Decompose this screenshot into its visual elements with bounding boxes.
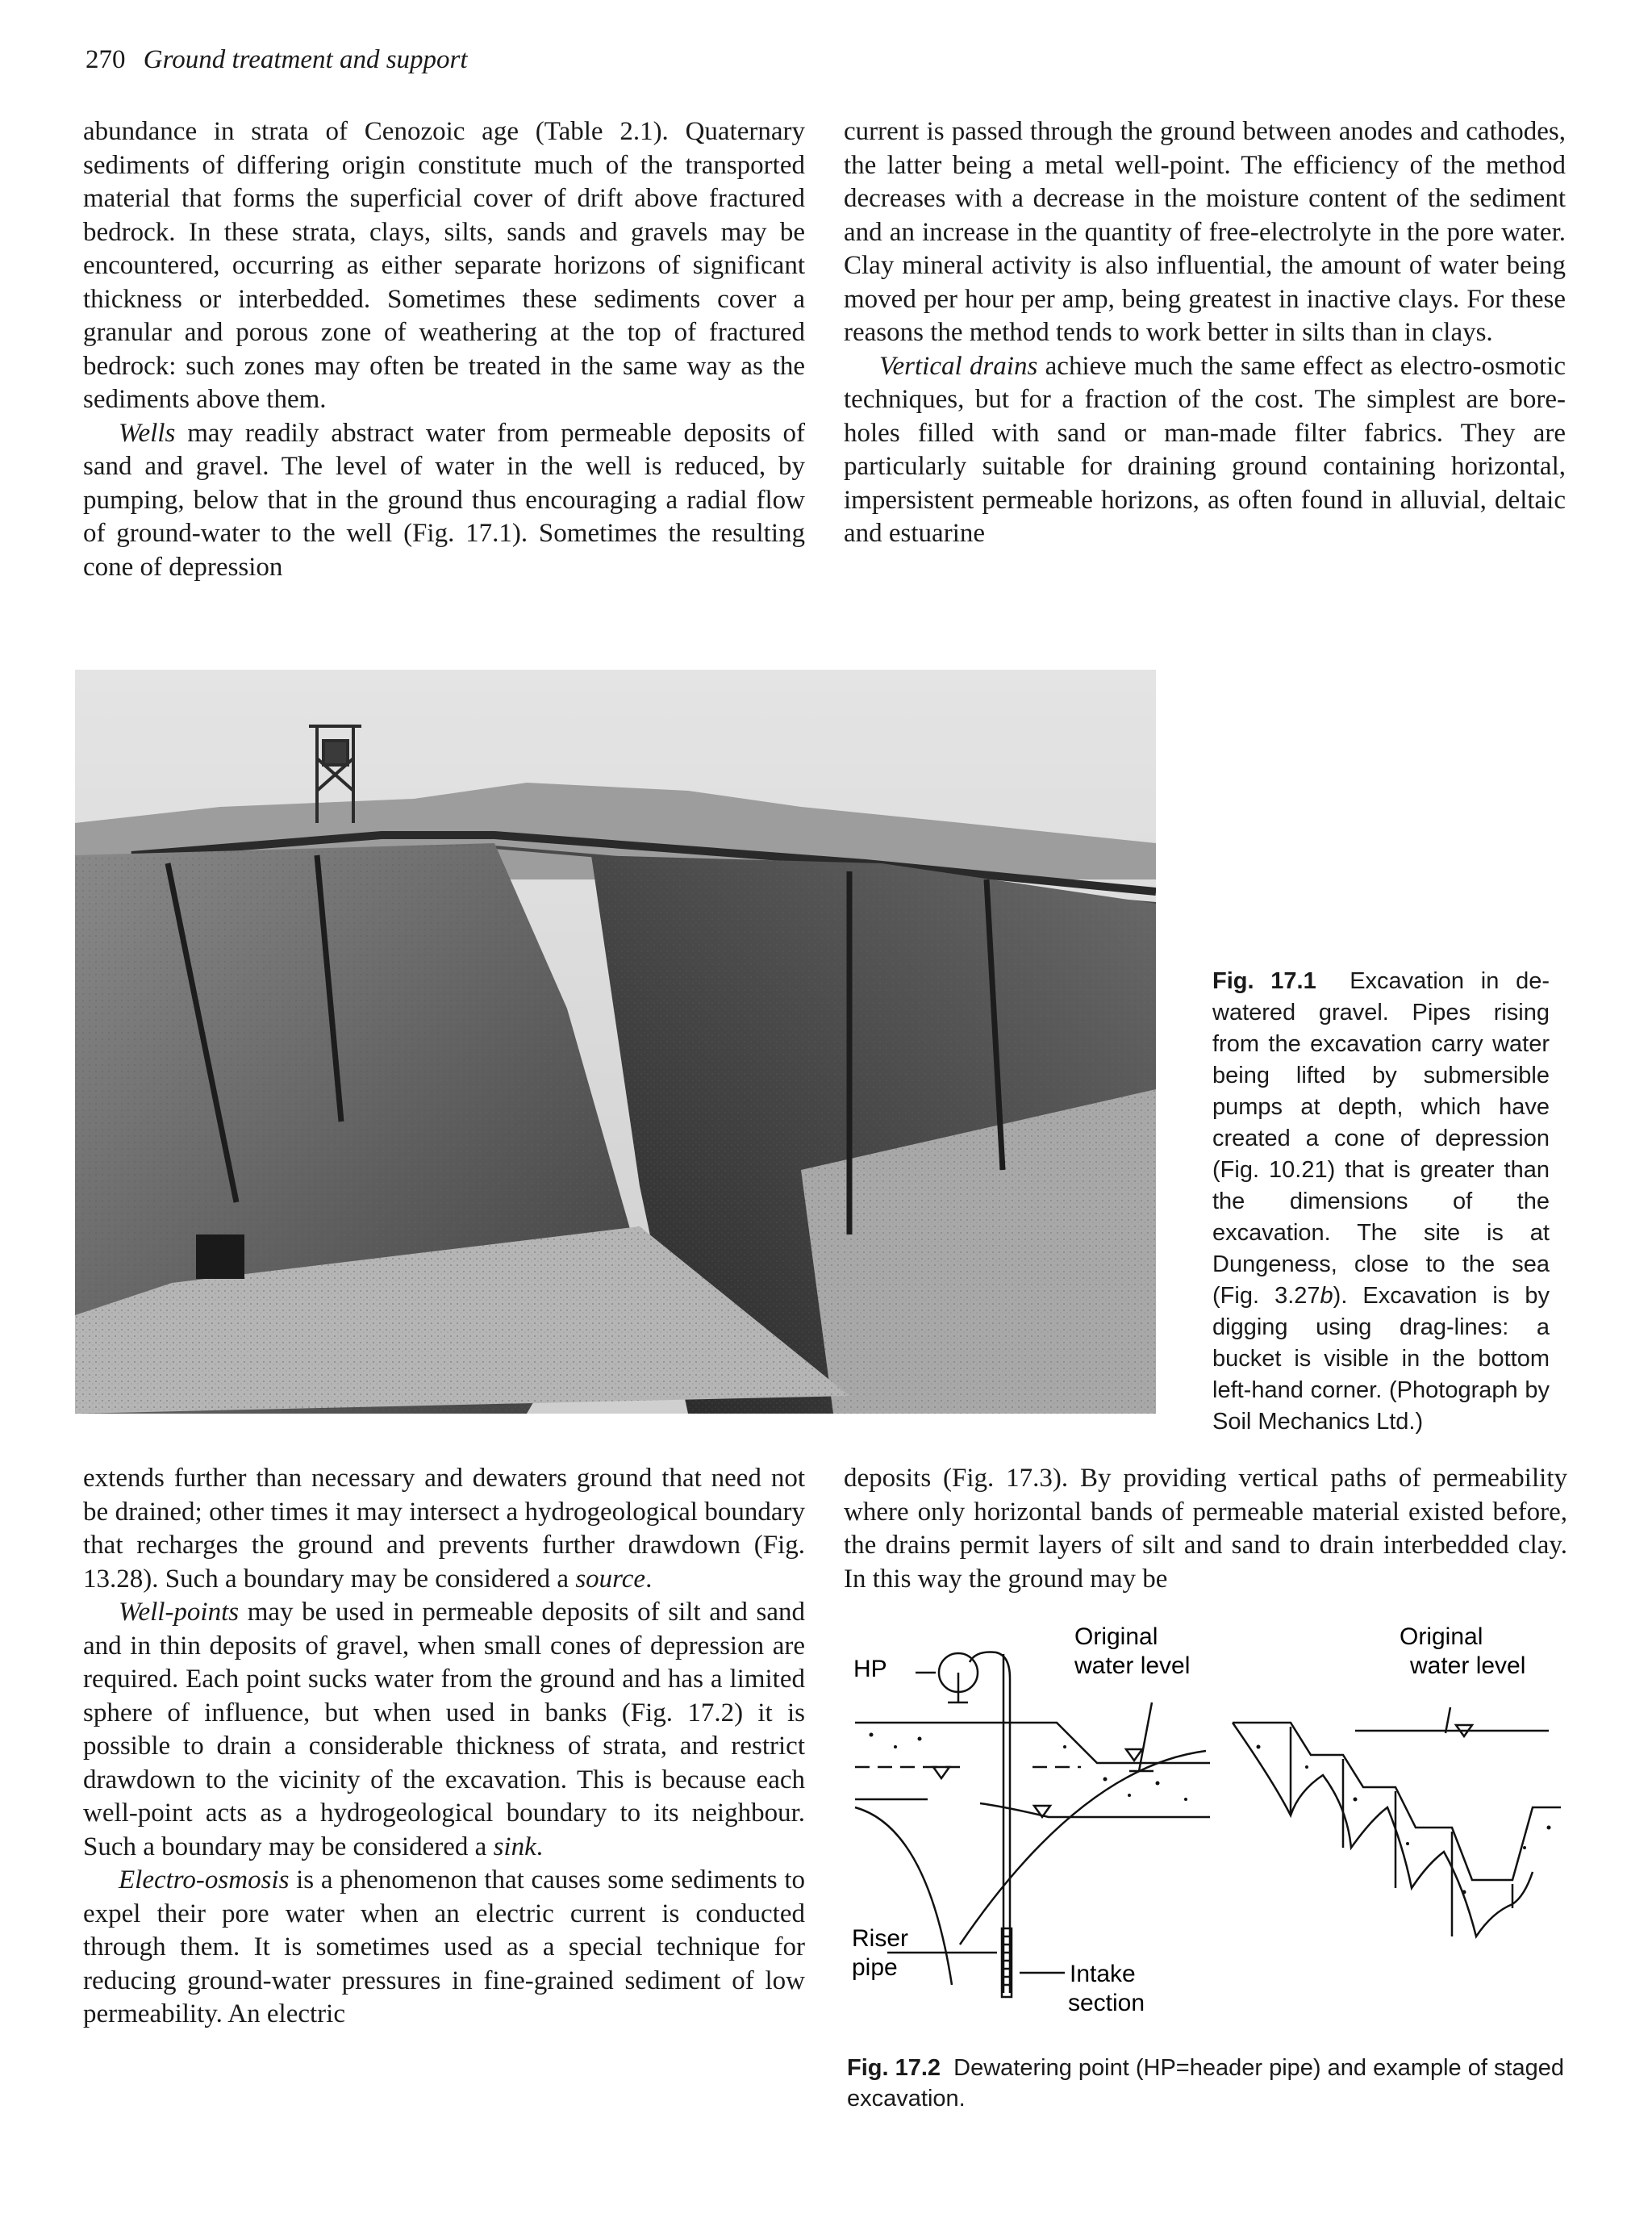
figure-label: Fig. 17.1 (1212, 968, 1316, 994)
term-wells: Wells (119, 418, 176, 448)
stratum-line (980, 1803, 1210, 1817)
figure-17-2-caption (847, 2053, 1573, 2114)
running-title: Ground treatment and support (143, 45, 468, 74)
caption-text: Excavation in de-watered gravel. Pipes rising from the excavation carry water being lifted by submersible pumps at depth, which have created a cone of depression (Fig. 10.21) that is greater than the dimensions of the excavation. The site is at Dungeness, close to the sea (Fig. 3.27 (1212, 968, 1550, 1309)
header-support (948, 1673, 968, 1702)
term-well-points: Well-points (119, 1598, 240, 1627)
water-level-arrow (1129, 1702, 1153, 1771)
column-top-left (83, 115, 805, 584)
column-bottom-left (83, 1462, 805, 2032)
label-water-level-2: water level (1410, 1652, 1526, 1679)
label-section: section (1068, 1990, 1145, 2016)
paragraph-text: may readily abstract water from permeable deposits of sand and gravel. The level of water in the well is reduced, by pumping, below that in the ground thus encouraging a radial flow of ground-water to the well (Fig. 17.1). Sometimes the resulting cone of depression (83, 418, 805, 582)
label-riser: Riser (852, 1925, 909, 1952)
label-intake: Intake (1070, 1961, 1136, 1987)
paragraph (83, 1462, 805, 1596)
page-number: 270 (86, 45, 126, 74)
label-original-1: Original (1074, 1623, 1158, 1650)
excavation-photograph (75, 670, 1156, 1414)
well-points (1291, 1727, 1512, 1936)
term-vertical-drains: Vertical drains (879, 351, 1038, 381)
paragraph: abundance in strata of Cenozoic age (Table 2.1). Quaternary sediments of differing origin constitute much of the transported material that forms the superficial cover of drift above fractured bedrock. In these strata, clays, silts, sands and gravels may be encountered, occurring as either separate horizons of significant thickness or interbedded. Sometimes these sediments cover a granular and porous zone of weathering at the top of fractured bedrock: such zones may often be treated in the same way as the sediments above them. (83, 117, 805, 414)
paragraph: current is passed through the ground between anodes and cathodes, the latter being a metal well-point. The efficiency of the method decreases with a decrease in the moisture content of the sediment and an increase in the quantity of free-electrolyte in the pore water. Clay mineral activity is also influential, the amount of water being moved per hour per amp, being greatest in inactive clays. For these reasons the method tends to work better in silts than in clays. (844, 117, 1566, 347)
paragraph (83, 1596, 805, 1864)
term-source: source (575, 1564, 646, 1594)
paragraph: deposits (Fig. 17.3). By providing vertical paths of permeability where only horizontal bands of permeable material existed before, the drains permit layers of silt and sand to drain interbedded clay. In this way the ground may be (844, 1464, 1567, 1594)
paragraph-text: extends further than necessary and dewaters ground that need not be drained; other times it may intersect a hydrogeological boundary that recharges the ground and prevents further drawdown (Fig. 13.28). Such a boundary may be considered a (83, 1464, 805, 1594)
paragraph-text: achieve much the same effect as electro-osmotic techniques, but for a fraction of the cost. The simplest are bore-holes filled with sand or man-made filter fabrics. They are particularly suitable for draining ground containing horizontal, impersistent permeable horizons, as often found in alluvial, deltaic and estuarine (844, 351, 1566, 548)
column-bottom-right (844, 1462, 1567, 1596)
paragraph (83, 1864, 805, 2032)
paragraph-text: . (645, 1564, 653, 1594)
term-sink: sink (493, 1832, 536, 1861)
paragraph-text: . (536, 1832, 544, 1861)
staged-excavation-profile (1233, 1723, 1561, 1880)
gravel-dots (870, 1733, 1551, 1895)
label-hp: HP (853, 1656, 887, 1682)
label-water-level-1: water level (1074, 1652, 1191, 1679)
paragraph-text: is a phenomenon that causes some sediments to expel their pore water when an electric current is conducted through them. It is sometimes used as a special technique for reducing ground-water pressures in fine-grained sediment of low permeability. An electric (83, 1865, 805, 2028)
paragraph (83, 417, 805, 585)
cone-right (960, 1751, 1206, 1945)
ground-profile (855, 1723, 1210, 1763)
paragraph-text: may be used in permeable deposits of silt and sand and in thin deposits of gravel, when small cones of depression are required. Each point sucks water from the ground and has a limited sphere of influence, but when used in banks (Fig. 17.2) it is possible to drain a considerable thickness of strata, and restrict drawdown to the vicinity of the excavation. This is because each well-point acts as a hydrogeological boundary to its neighbour. Such a boundary may be considered a (83, 1598, 805, 1861)
label-pipe: pipe (852, 1954, 898, 1981)
caption-text-end: ). Excavation is by digging using drag-lines: a bucket is visible in the bottom left-hand corner. (Photograph by Soil Mechanics Ltd.) (1212, 1283, 1550, 1435)
paragraph (844, 350, 1566, 551)
running-head (86, 45, 468, 75)
dewatering-diagram (839, 1606, 1573, 2041)
caption-text: Dewatering point (HP=header pipe) and example of staged excavation. (847, 2055, 1565, 2112)
term-electro-osmosis: Electro-osmosis (119, 1865, 290, 1895)
staged-cones (1233, 1723, 1533, 1936)
water-level-arrow-2 (1446, 1707, 1450, 1733)
figure-label: Fig. 17.2 (847, 2055, 941, 2081)
label-original-2: Original (1400, 1623, 1483, 1650)
caption-italic: b (1320, 1283, 1333, 1309)
column-top-right (844, 115, 1566, 551)
figure-17-1-caption (1212, 966, 1550, 1438)
